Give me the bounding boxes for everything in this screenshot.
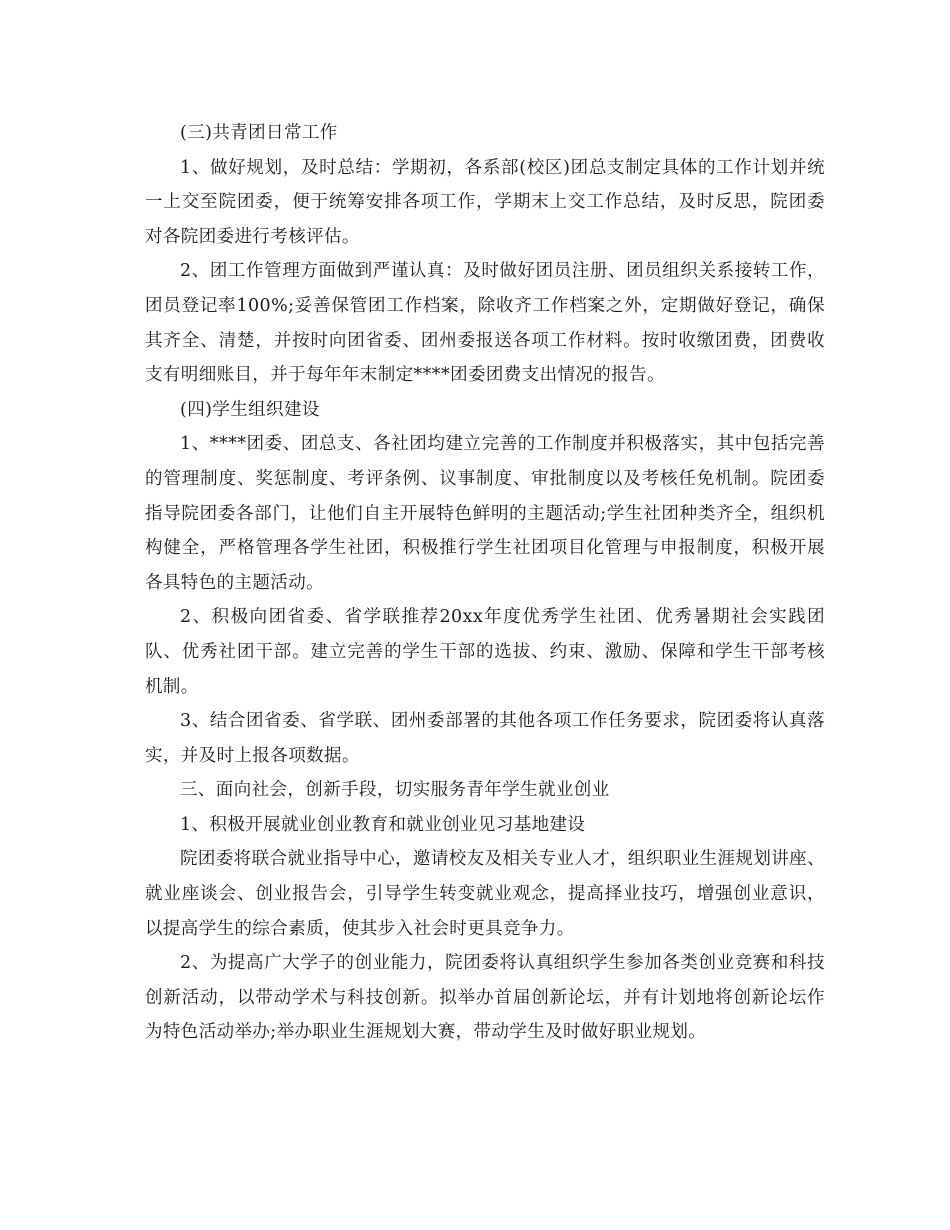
paragraph: 3、结合团省委、省学联、团州委部署的其他各项工作任务要求，院团委将认真落实，并及时上报各项数据。 xyxy=(145,711,825,766)
paragraph: 1、****团委、团总支、各社团均建立完善的工作制度并积极落实，其中包括完善的管理制度、奖惩制度、考评条例、议事制度、审批制度以及考核任免机制。院团委指导院团委各部门，让他们自主开展特色鲜明的主题活动;学生社团种类齐全，组织机构健全，严格管理各学生社团，积极推行学生社团项目化管理与申报制度，积极开展各具特色的主题活动。 xyxy=(145,434,825,593)
paragraph: 2、积极向团省委、省学联推荐20xx年度优秀学生社团、优秀暑期社会实践团队、优秀社团干部。建立完善的学生干部的选拔、约束、激励、保障和学生干部考核机制。 xyxy=(145,607,825,697)
section-heading: 三、面向社会，创新手段，切实服务青年学生就业创业 xyxy=(180,780,610,801)
paragraph: 2、为提高广大学子的创业能力，院团委将认真组织学生参加各类创业竞赛和科技创新活动，以带动学术与科技创新。拟举办首届创新论坛，并有计划地将创新论坛作为特色活动举办;举办职业生涯规划大赛，带动学生及时做好职业规划。 xyxy=(145,953,825,1043)
subsection-heading: 1、积极开展就业创业教育和就业创业见习基地建设 xyxy=(180,814,586,835)
section-heading: (三)共青团日常工作 xyxy=(180,123,338,143)
section-heading: (四)学生组织建设 xyxy=(180,399,320,420)
paragraph: 院团委将联合就业指导中心，邀请校友及相关专业人才，组织职业生涯规划讲座、就业座谈会、创业报告会，引导学生转变就业观念，提高择业技巧，增强创业意识，以提高学生的综合素质，使其步入社会时更具竞争力。 xyxy=(145,849,825,939)
document-body xyxy=(145,116,825,1050)
paragraph: 2、团工作管理方面做到严谨认真：及时做好团员注册、团员组织关系接转工作，团员登记率100%;妥善保管团工作档案，除收齐工作档案之外，定期做好登记，确保其齐全、清楚，并按时向团省委、团州委报送各项工作材料。按时收缴团费，团费收支有明细账目，并于每年年末制定****团委团费支出情况的报告。 xyxy=(145,261,825,386)
paragraph: 1、做好规划，及时总结：学期初，各系部(校区)团总支制定具体的工作计划并统一上交至院团委，便于统筹安排各项工作，学期末上交工作总结，及时反思，院团委对各院团委进行考核评估。 xyxy=(145,157,825,247)
